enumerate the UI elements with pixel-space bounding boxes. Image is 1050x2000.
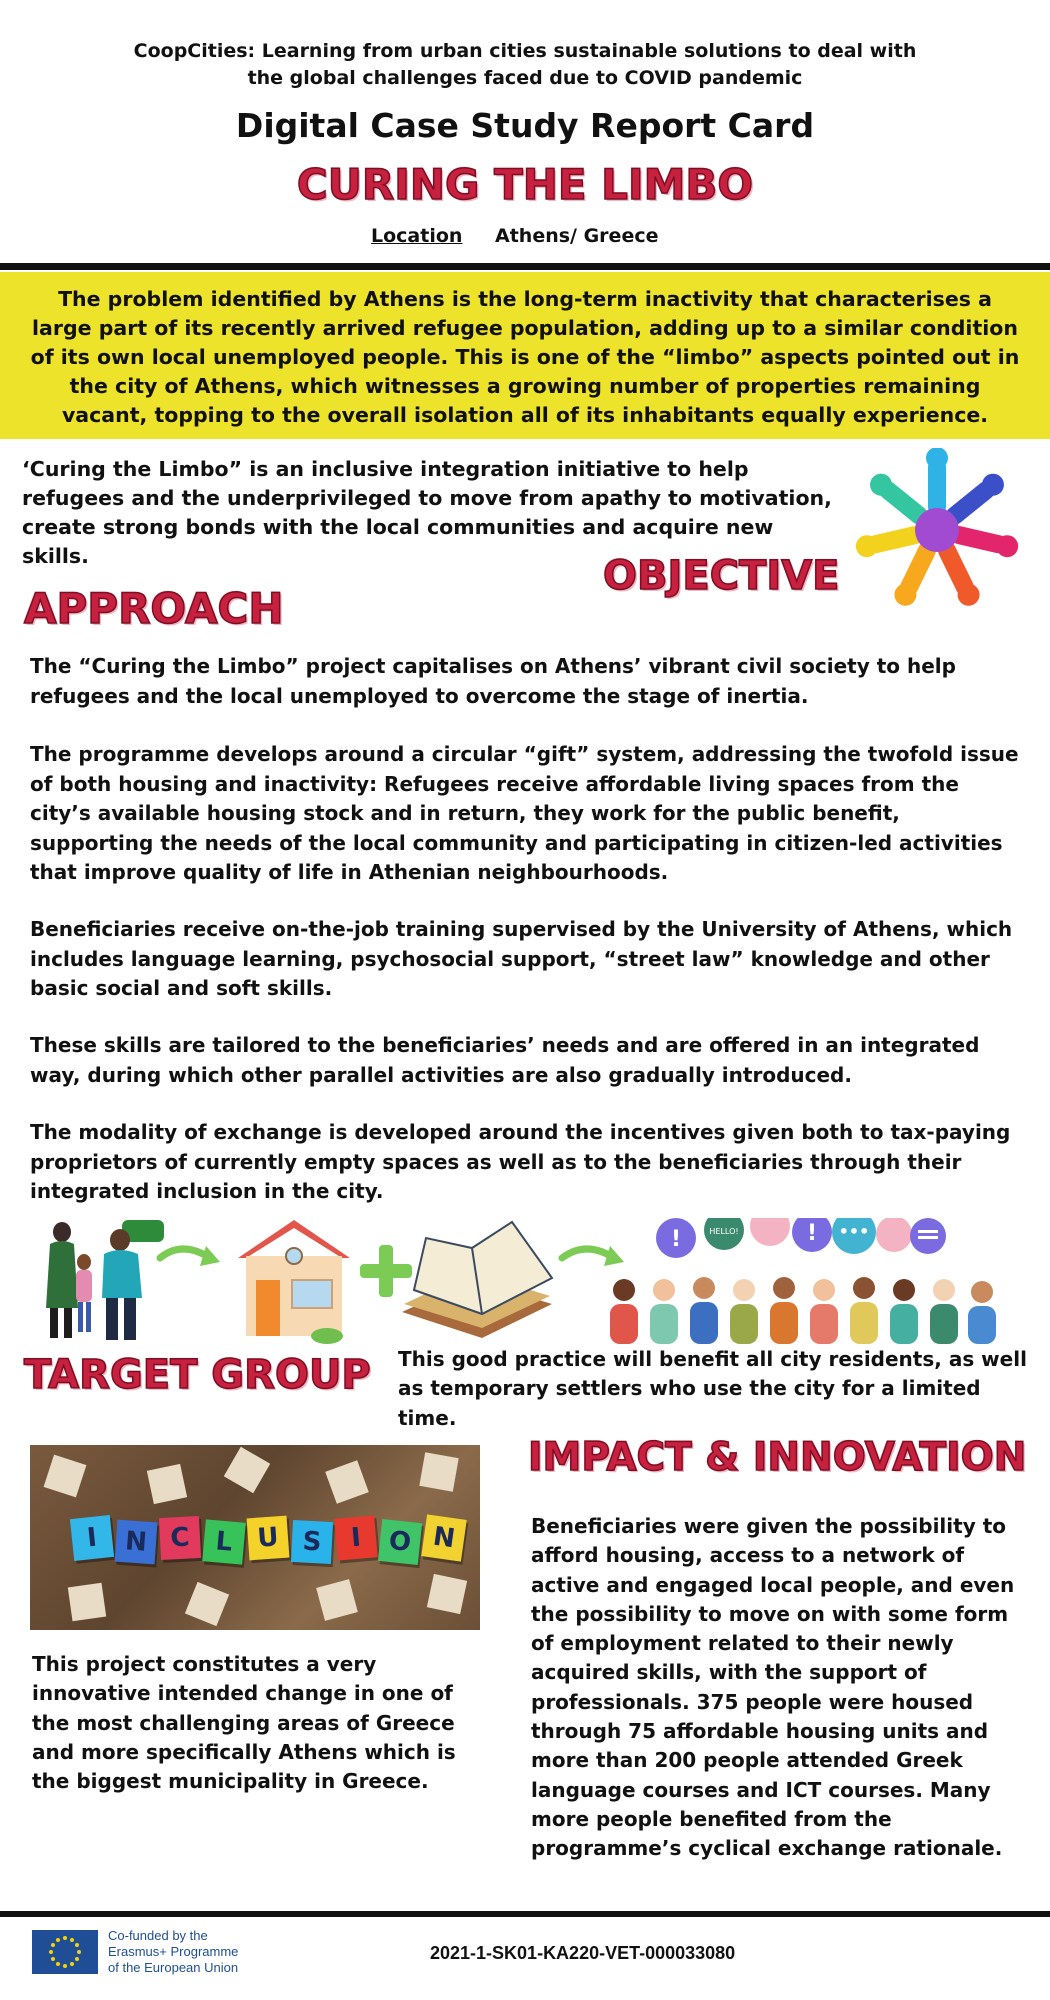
approach-paragraph: These skills are tailored to the beneficiaries’ needs and are offered in an integrated way, during which other parallel activities are also gradually introduced. [30,1033,980,1087]
approach-heading: APPROACH [24,584,284,633]
problem-text: The problem identified by Athens is the long-term inactivity that characterises a large part of its recently arrived refugee population, adding up to a similar condition of its own local unemployed people. This is one of the “limbo” aspects pointed out in the city of Athens, which witnesses a growing number of properties remaining vacant, topping to the overall isolation all of its inhabitants equally experience. [30,287,1020,427]
arrow-icon [562,1249,614,1258]
plus-icon [360,1245,412,1297]
inclusion-letter-tile: O [378,1519,422,1565]
eu-line2: Erasmus+ Programme [108,1944,239,1959]
eu-funding-text [108,1928,238,1976]
inclusion-letter-tile: N [421,1514,466,1561]
wood-cube [185,1582,229,1626]
approach-paragraph: The “Curing the Limbo” project capitalises on Athens’ vibrant civil society to help refugees and the local unemployed to overcome the stage of inertia. [30,654,956,708]
location-label: Location [371,225,463,247]
target-group-heading: TARGET GROUP [24,1352,371,1398]
svg-text:•••: ••• [838,1222,870,1241]
wood-cube [427,1574,467,1614]
book-icon [402,1222,552,1338]
inclusion-image [30,1445,480,1630]
inclusion-letter-tile: U [247,1516,290,1561]
house-icon [238,1220,350,1344]
wood-cube [419,1452,458,1491]
problem-box [0,272,1050,439]
inclusion-letters [72,1517,472,1565]
refugee-family-icon [46,1220,164,1340]
objective-text: ‘Curing the Limbo” is an inclusive integration initiative to help refugees and the underprivileged to move from apathy to motivation, create strong bonds with the local communities and acquire new skills. [22,457,832,568]
svg-text:!: ! [670,1227,682,1252]
footer-divider [0,1911,1050,1917]
hands-circle-icon [842,448,1032,613]
inclusion-text: This project constitutes a very innovative intended change in one of the most challenging areas of Greece and more specifically Athens which is the biggest municipality in Greece. [32,1652,456,1794]
inclusion-letter-tile: L [202,1519,246,1564]
project-title-line1: CoopCities: Learning from urban cities sustainable solutions to deal with [133,40,917,62]
impact-heading: IMPACT & INNOVATION [528,1435,1027,1480]
wood-cube [147,1464,187,1504]
eu-line1: Co-funded by the [108,1928,208,1943]
inclusion-letter-tile: C [159,1516,201,1560]
header-divider [0,263,1050,270]
project-title [100,38,950,92]
objective-heading: OBJECTIVE [603,553,840,599]
wood-cube [68,1583,106,1621]
eu-flag-icon [32,1930,98,1974]
speech-bubbles-icon [656,1218,946,1258]
wood-cube [224,1447,270,1493]
case-title: CURING THE LIMBO [296,160,754,209]
wood-cube [44,1455,87,1498]
illustration-row [42,1218,1042,1348]
diverse-people-icon [610,1277,996,1344]
project-code: 2021-1-SK01-KA220-VET-000033080 [430,1943,736,1963]
impact-text: Beneficiaries were given the possibility to afford housing, access to a network of active and engaged local people, and even the possibility to move on with some form of employment related to their newly acquired skills, with the support of professionals. 375 people were housed through 75 affordable housing units and more than 200 people attended Greek language courses and ICT courses. Many more people benefited from the programme’s cyclical exchange rationale. [531,1514,1015,1861]
report-title: Digital Case Study Report Card [235,106,815,145]
location-value: Athens/ Greece [495,225,659,247]
wood-cube [316,1579,358,1621]
approach-paragraph: The programme develops around a circular “gift” system, addressing the twofold issue of both housing and inactivity: Refugees receive affordable living spaces from the city’s available housing stock and in return, they work for the public benefit, supporting the needs of the local community and participating in citizen-led activities that improve quality of life in Athenian neighbourhoods. [30,742,1019,884]
project-title-line2: the global challenges faced due to COVID pandemic [247,67,803,89]
eu-line3: of the European Union [108,1960,239,1975]
hello-bubble-text: HELLO! [709,1227,739,1236]
inclusion-letter-tile: N [115,1520,158,1565]
svg-text:!: ! [806,1221,818,1246]
inclusion-letter-tile: I [70,1515,114,1561]
target-group-text: This good practice will benefit all city residents, as well as temporary settlers who use the city for a limited time. [398,1347,1027,1430]
inclusion-letter-tile: I [334,1515,378,1560]
wood-cube [325,1460,369,1504]
approach-paragraph: The modality of exchange is developed around the incentives given both to tax-paying proprietors of currently empty spaces as well as to the beneficiaries through their integrated inclusion in the city. [30,1120,1011,1203]
inclusion-letter-tile: S [291,1520,333,1564]
arrow-icon [160,1249,210,1258]
approach-paragraph: Beneficiaries receive on-the-job training supervised by the University of Athens, which includes language learning, psychosocial support, “street law” knowledge and other basic social and soft skills. [30,917,1013,1000]
